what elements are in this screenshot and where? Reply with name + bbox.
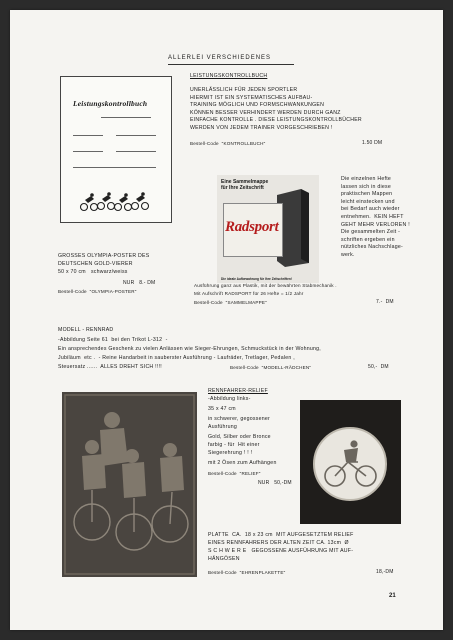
folder-detail-1: Ausführung ganz aus Plastik, mit der bewährten Stabmechanik .: [194, 283, 337, 288]
section-title-rule: [168, 64, 294, 65]
folder-detail-2: Mit Aufschrift RADSPORT für 26 Hefte = 1/2 Jahr: [194, 290, 304, 296]
cover-line: [73, 151, 103, 152]
relief-line-9: mit 2 Ösen zum Aufhängen: [208, 460, 277, 466]
sammelmappe-image: [217, 175, 319, 283]
relief-line-4: in schwerer, gegossener: [208, 416, 270, 422]
plaque-price: 18,-DM: [376, 569, 394, 575]
model-line-3: Ein ansprechendes Geschenk zu vielen Anlässen wie Sieger-Ehrungen, Schmuckstück in der Wohnung,: [58, 346, 321, 352]
poster-price: NUR 8.- DM: [123, 280, 156, 286]
relief-cyclists-icon: [62, 392, 197, 577]
poster-line-1: GROSSES OLYMPIA-POSTER DES: [58, 253, 150, 259]
logbook-heading: LEISTUNGSKONTROLLBUCH: [190, 73, 268, 79]
relief-order-code: Bestell-Code "RELIEF": [208, 471, 261, 476]
folder-desc-2: lassen sich in diese: [341, 183, 391, 190]
logbook-cover-title: Leistungskontrollbuch: [73, 99, 148, 108]
folder-brand: Radsport: [225, 219, 279, 235]
plaque-line-1: PLATTE CA. 18 x 23 cm MIT AUFGESETZTEM RELIEF: [208, 532, 354, 538]
folder-desc-8: Die gesammelten Zeit -: [341, 229, 401, 236]
ehrenplakette-image: [300, 400, 401, 524]
folder-price: 7.- DM: [376, 299, 394, 305]
relief-price: NUR 50,-DM: [258, 480, 292, 486]
logbook-order-code: Bestell-Code "KONTROLLBUCH": [190, 141, 266, 146]
plaque-order-code: Bestell-Code "EHRENPLAKETTE": [208, 570, 286, 575]
folder-desc-6: entnehmen. KEIN HEFT: [341, 214, 404, 220]
folder-desc-1: Die einzelnen Hefte: [341, 176, 392, 182]
page-number: 21: [389, 593, 396, 599]
logbook-desc-3: TRAINING MÖGLICH UND FORMSCHWANKUNGEN: [190, 102, 325, 108]
logbook-price: 1.50 DM: [362, 140, 383, 146]
model-line-5: Steuersatz ...... ALLES DREHT SICH !!!!: [58, 364, 162, 370]
relief-line-7: farbig - für Hit einer: [208, 442, 260, 448]
relief-image: [62, 392, 197, 577]
logbook-desc-4: KÖNNEN BESSER VERHINDERT WERDEN DURCH GANZ: [190, 109, 341, 116]
model-line-2: -Abbildung Seite 61 bei den Trikot L-312 -: [58, 337, 168, 343]
poster-order-code: Bestell-Code "OLYMPIA-POSTER": [58, 289, 137, 294]
folder-desc-9: schriften ergeben ein: [341, 236, 395, 243]
logbook-desc-5: EINFACHE KONTROLLE . DIESE LEISTUNGSKONTROLLBÜCHER: [190, 117, 362, 123]
logbook-desc-2: HIERMIT IST EIN SYSTEMATISCHES AUFBAU-: [190, 94, 313, 101]
relief-line-6: Gold, Silber oder Bronce: [208, 434, 271, 440]
logbook-desc-1: UNERLÄSSLICH FÜR JEDEN SPORTLER: [190, 87, 298, 93]
folder-desc-7: GEHT MEHR VERLOREN !: [341, 221, 410, 228]
plaque-cyclist-icon: [300, 400, 401, 524]
relief-line-8: Siegerehrung ! ! !: [208, 450, 253, 456]
cover-line: [73, 167, 156, 168]
cover-line: [73, 135, 103, 136]
model-line-4: Jubiläum etc . - Reine Handarbeit in sauberster Ausführung - Laufräder, Tretlager, Pedalen ,: [58, 355, 295, 361]
folder-bottom-text: Die ideale Aufbewahrung für Ihre Zeitschriften!: [221, 277, 292, 281]
plaque-line-3: S C H W E R E GEGOSSENE AUSFÜHRUNG MIT AUF-: [208, 548, 354, 554]
cover-line: [116, 135, 156, 136]
cover-line: [116, 151, 156, 152]
relief-line-2: -Abbildung links-: [208, 396, 251, 402]
cover-line: [101, 117, 151, 118]
model-price: 50,- DM: [368, 364, 389, 370]
relief-line-3: 35 x 47 cm: [208, 406, 236, 412]
logbook-desc-6: WERDEN VON JEDEM TRAINER VORGESCHRIEBEN !: [190, 124, 333, 131]
section-title: ALLERLEI VERSCHIEDENES: [168, 55, 272, 61]
poster-line-3: 50 x 70 cm schwarz/weiss: [58, 269, 128, 275]
model-heading: MODELL - RENNRAD: [58, 327, 114, 333]
folder-order-code: Bestell-Code "SAMMELMAPPE": [194, 300, 267, 305]
relief-line-5: Ausführung: [208, 424, 238, 430]
folder-title-box: Eine Sammelmappe für Ihre Zeitschrift: [221, 179, 269, 191]
cyclists-icon: [79, 190, 155, 212]
plaque-line-2: EINES RENNFAHRERS DER ALTEN ZEIT CA. 13cm Ø: [208, 540, 349, 546]
catalog-page: [10, 10, 443, 630]
folder-desc-11: werk.: [341, 252, 355, 258]
folder-desc-10: nützliches Nachschlage-: [341, 244, 403, 251]
poster-line-2: DEUTSCHEN GOLD-VIERER: [58, 261, 133, 267]
folder-desc-3: praktischen Mappen: [341, 191, 393, 198]
logbook-cover-image: [60, 76, 172, 223]
folder-desc-4: leicht einstecken und: [341, 198, 395, 205]
plaque-line-4: HÄNGÖSEN: [208, 556, 240, 562]
model-order-code: Bestell-Code "MODELL-RÄDCHEN": [230, 365, 312, 370]
folder-desc-5: bei Bedarf auch wieder: [341, 206, 400, 213]
relief-heading: RENNFAHRER-RELIEF: [208, 388, 268, 394]
